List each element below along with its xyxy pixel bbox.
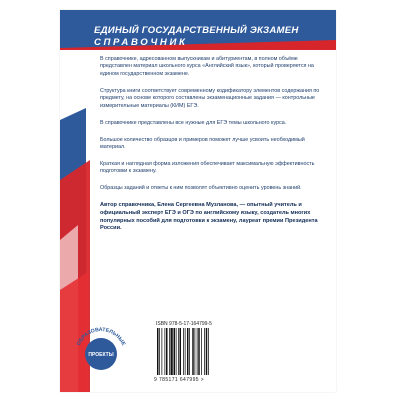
barcode-bar <box>157 328 159 375</box>
logo-text-top: ОБРАЗОВАТЕЛЬНЫЕ <box>75 326 127 347</box>
paragraph: Краткая и наглядная форма изложения обеспечивает максимальную эффективность подготовки к экзамену. <box>100 161 315 175</box>
barcode-bar <box>206 328 208 375</box>
barcode-bar <box>187 328 189 375</box>
barcode-bar <box>192 328 194 375</box>
barcode-bar <box>174 328 176 375</box>
barcode-bar <box>204 328 205 375</box>
barcode-bar <box>198 328 200 375</box>
barcode <box>152 320 238 386</box>
barcode-bar <box>176 328 177 375</box>
paragraph: Большое количество образцов и примеров поможет лучше усвоить необходимый материал. <box>100 136 305 151</box>
barcode-bar <box>183 328 184 375</box>
barcode-bar <box>195 328 196 375</box>
barcode-bar <box>165 328 166 375</box>
logo-text-bottom: ПРОЕКТЫ <box>88 352 114 358</box>
barcode-number: 9 785171 647995 > <box>154 377 205 383</box>
book-back-cover <box>60 10 336 392</box>
description <box>100 56 328 233</box>
barcode-bar <box>189 328 190 375</box>
barcode-bar <box>208 328 209 375</box>
book-type-title: СПРАВОЧНИК <box>94 37 188 48</box>
barcode-bar <box>201 328 202 375</box>
isbn-text: ISBN 978-5-17-164799-5 <box>156 321 212 327</box>
barcode-bar <box>180 328 182 375</box>
barcode-bar <box>197 328 198 375</box>
paragraph: Образцы заданий и ответы к ним позволят объективно оценить уровень знаний. <box>100 185 302 192</box>
publisher-logo <box>70 320 132 382</box>
author-bio: Автор справочника, Елена Сергеевна Музланова, — опытный учитель и официальный эксперт ЕГЭ и ОГЭ по английскому языку, создатель многих популярных пособий для подготовки к экзамену, лауреат премии Президента России. <box>100 202 318 232</box>
paragraph: В справочнике, адресованном выпускникам и абитуриентам, в полном объёме представлен материал школьного курса «Английский язык», который проверяется на едином государственном экзамене. <box>100 56 314 77</box>
paragraph: Структура книги соответствует современному кодификатору элементов содержания по предмету, на основе которого составлены экзаменационные задания — контрольные измерительные материалы (КИМ) ЕГЭ. <box>100 87 320 109</box>
barcode-bar <box>171 328 173 375</box>
series-title: ЕДИНЫЙ ГОСУДАРСТВЕННЫЙ ЭКЗАМЕН <box>94 25 299 36</box>
barcode-bar <box>185 328 186 375</box>
barcode-bar <box>178 328 179 375</box>
barcode-bars <box>156 328 234 375</box>
barcode-bar <box>169 328 170 375</box>
barcode-bar <box>159 328 160 375</box>
paragraph: В справочнике представлены все нужные для ЕГЭ темы школьного курса. <box>100 119 287 126</box>
barcode-bar <box>162 328 163 375</box>
barcode-bar <box>166 328 168 375</box>
